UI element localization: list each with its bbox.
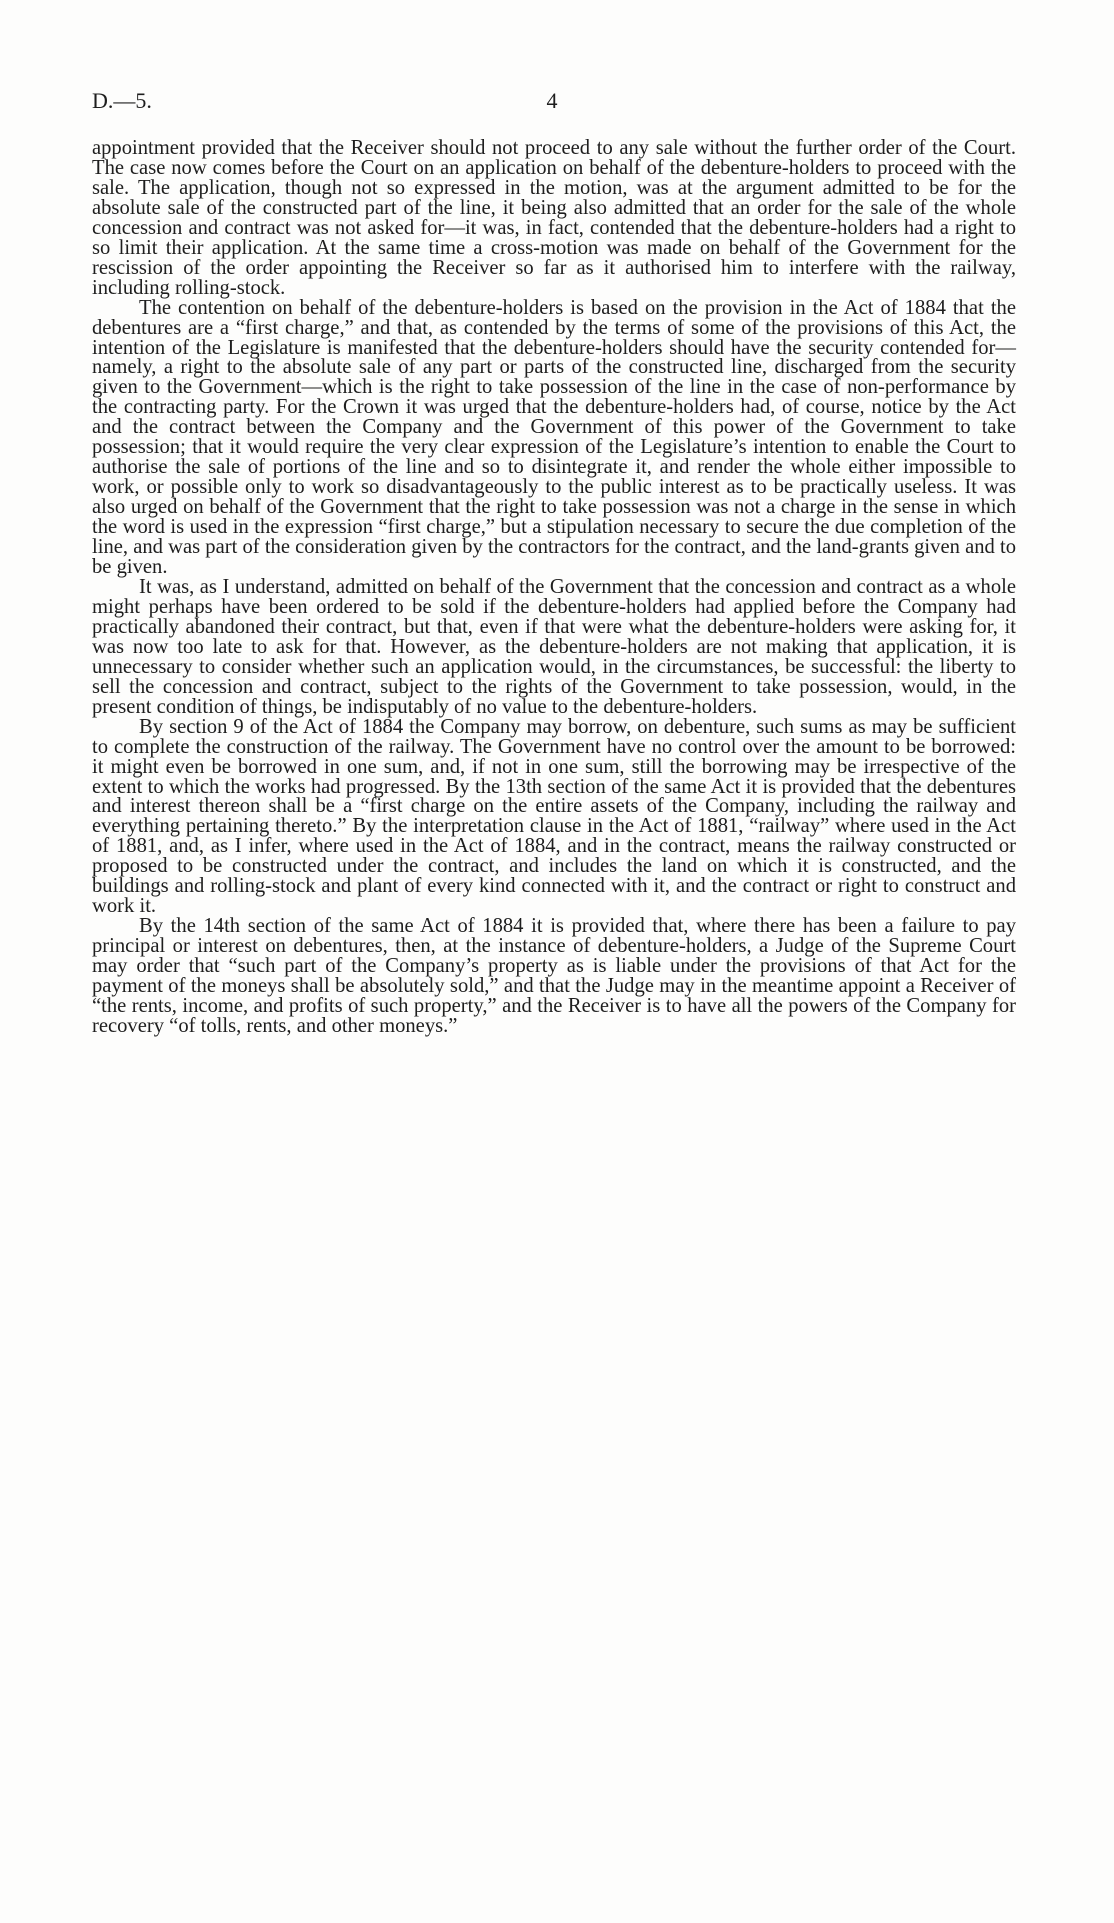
- paragraph-section-14: By the 14th section of the same Act of 1884 it is provided that, where there has been a failure to pay principal or interest on debentures, then, at the instance of debenture-holders, a Judge of the Supreme Court may order that “such part of the Company’s property as is liable under the provisions of that Act for the payment of the moneys shall be absolutely sold,” and that the Judge may in the meantime appoint a Receiver of “the rents, income, and profits of such property,” and the Receiver is to have all the powers of the Company for recovery “of tolls, rents, and other moneys.”: [92, 915, 1016, 1037]
- paragraph-continuation: appointment provided that the Receiver should not proceed to any sale without the further order of the Court. The case now comes before the Court on an application on behalf of the debenture-holders to proceed with the sale. The application, though not so expressed in the motion, was at the argument admitted to be for the absolute sale of the constructed part of the line, it being also admitted that an order for the sale of the whole concession and contract was not asked for—it was, in fact, contended that the debenture-holders had a right to so limit their application. At the same time a cross-motion was made on behalf of the Government for the rescission of the order appointing the Receiver so far as it authorised him to interfere with the railway, including rolling-stock.: [92, 137, 1016, 299]
- paragraph-debenture-holders-contention: The contention on behalf of the debenture-holders is based on the provision in the Act of 1884 that the debentures are a “first charge,” and that, as contended by the terms of some of the provisions of this Act, the intention of the Legislature is manifested that the debenture-holders should have the security contended for—namely, a right to the absolute sale of any part or parts of the constructed line, discharged from the security given to the Government—which is the right to take possession of the line in the case of non-performance by the contracting party. For the Crown it was urged that the debenture-holders had, of course, notice by the Act and the contract between the Company and the Government of this power of the Government to take possession; that it would require the very clear expression of the Legislature’s intention to enable the Court to authorise the sale of portions of the line and so to disintegrate it, and render the whole either impossible to work, or possible only to work so disadvantageously to the public interest as to be practically useless. It was also urged on behalf of the Government that the right to take possession was not a charge in the sense in which the word is used in the expression “first charge,” but a stipulation necessary to secure the due completion of the line, and was part of the consideration given by the contractors for the contract, and the land-grants given and to be given.: [92, 296, 1016, 579]
- page-number: 4: [546, 88, 558, 113]
- page-header: [92, 88, 1012, 118]
- body-text: [92, 139, 1016, 1037]
- document-reference: D.—5.: [92, 88, 152, 113]
- paragraph-government-admission: It was, as I understand, admitted on behalf of the Government that the concession and contract as a whole might perhaps have been ordered to be sold if the debenture-holders had applied before the Company had practically abandoned their contract, but that, even if that were what the debenture-holders were asking for, it was now too late to ask for that. However, as the debenture-holders are not making that application, it is unnecessary to consider whether such an application would, in the circumstances, be successful: the liberty to sell the concession and contract, subject to the rights of the Government to take possession, would, in the present condition of things, be indisputably of no value to the debenture-holders.: [92, 575, 1016, 718]
- paragraph-section-9: By section 9 of the Act of 1884 the Company may borrow, on debenture, such sums as may be sufficient to complete the construction of the railway. The Government have no control over the amount to be borrowed: it might even be borrowed in one sum, and, if not in one sum, still the borrowing may be irrespective of the extent to which the works had progressed. By the 13th section of the same Act it is provided that the debentures and interest thereon shall be a “first charge on the entire assets of the Company, including the railway and everything pertaining thereto.” By the interpretation clause in the Act of 1881, “railway” where used in the Act of 1881, and, as I infer, where used in the Act of 1884, and in the contract, means the railway constructed or proposed to be constructed under the contract, and includes the land on which it is constructed, and the buildings and rolling-stock and plant of every kind connected with it, and the contract or right to construct and work it.: [92, 715, 1016, 918]
